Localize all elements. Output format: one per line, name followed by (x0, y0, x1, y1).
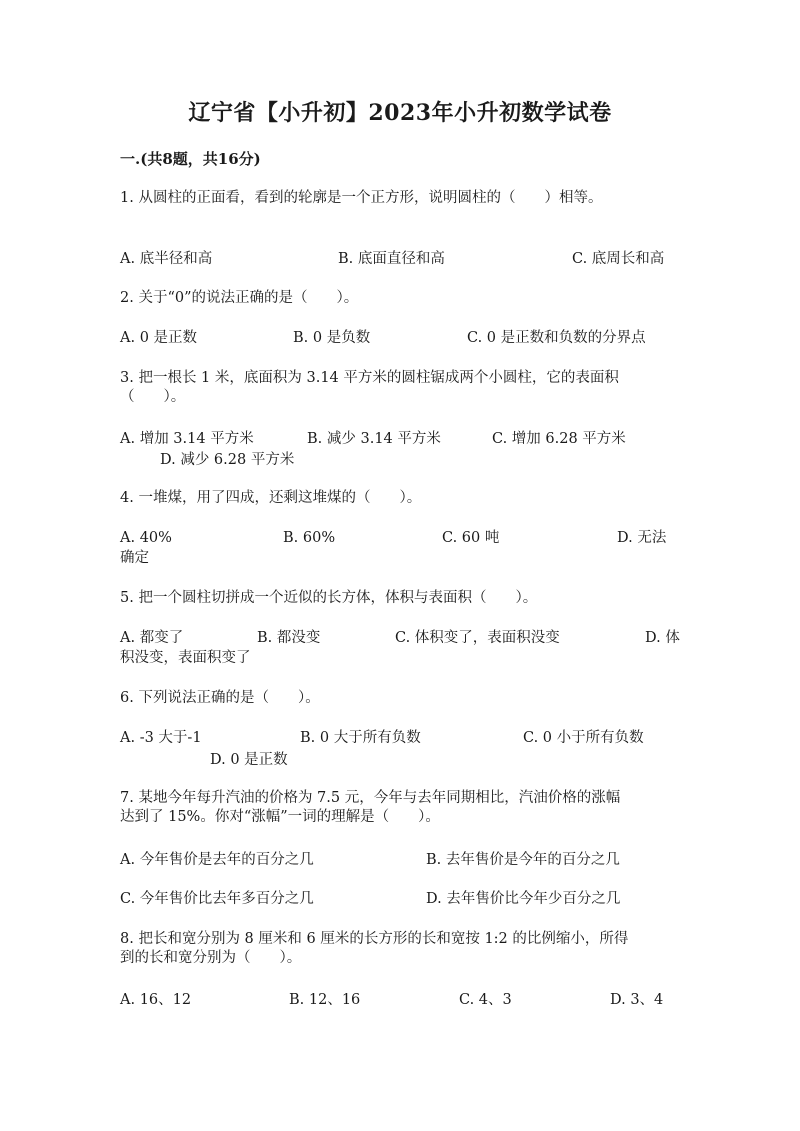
question-1-stem: 1. 从圆柱的正面看，看到的轮廓是一个正方形，说明圆柱的（ ）相等。 (120, 190, 603, 206)
question-1-option-a: A. 底半径和高 (120, 251, 213, 267)
question-4-option-d-cont: 确定 (120, 550, 149, 566)
question-3-option-d: D. 减少 6.28 平方米 (160, 452, 295, 468)
question-6-option-a: A. -3 大于-1 (120, 730, 202, 746)
question-2-option-b: B. 0 是负数 (293, 330, 371, 346)
question-8-stem-line-2: 到的长和宽分别为（ ）。 (120, 950, 302, 966)
question-8-option-a: A. 16、12 (120, 992, 192, 1008)
question-7-stem-line-2: 达到了 15%。你对“涨幅”一词的理解是（ ）。 (120, 809, 440, 825)
question-2-stem: 2. 关于“0”的说法正确的是（ ）。 (120, 290, 359, 306)
question-5-stem: 5. 把一个圆柱切拼成一个近似的长方体，体积与表面积（ ）。 (120, 590, 538, 606)
question-5-option-d-cont: 积没变，表面积变了 (120, 650, 251, 666)
question-4-option-a: A. 40% (120, 530, 172, 546)
question-6-option-b: B. 0 大于所有负数 (300, 730, 421, 746)
question-3-stem-line-1: 3. 把一根长 1 米，底面积为 3.14 平方米的圆柱锯成两个小圆柱，它的表面积 (120, 370, 619, 386)
question-7-option-b: B. 去年售价是今年的百分之几 (426, 852, 620, 868)
question-6-stem: 6. 下列说法正确的是（ ）。 (120, 690, 320, 706)
question-7-option-d: D. 去年售价比今年少百分之几 (426, 891, 621, 907)
question-2-option-c: C. 0 是正数和负数的分界点 (467, 330, 646, 346)
question-8-option-b: B. 12、16 (289, 992, 361, 1008)
question-8-stem-line-1: 8. 把长和宽分别为 8 厘米和 6 厘米的长方形的长和宽按 1:2 的比例缩小，所得 (120, 931, 629, 947)
question-4-stem: 4. 一堆煤，用了四成，还剩这堆煤的（ ）。 (120, 490, 422, 506)
question-7-stem-line-1: 7. 某地今年每升汽油的价格为 7.5 元，今年与去年同期相比，汽油价格的涨幅 (120, 790, 621, 806)
question-3-option-a: A. 增加 3.14 平方米 (120, 431, 254, 447)
question-8-option-c: C. 4、3 (459, 992, 512, 1008)
question-5-option-d: D. 体 (645, 630, 680, 646)
question-3-stem-line-2: （ ）。 (120, 389, 186, 405)
page-title: 辽宁省【小升初】2023年小升初数学试卷 (188, 100, 612, 126)
question-3-option-c: C. 增加 6.28 平方米 (492, 431, 626, 447)
question-3-option-b: B. 减少 3.14 平方米 (307, 431, 441, 447)
question-7-option-c: C. 今年售价比去年多百分之几 (120, 891, 314, 907)
question-8-option-d: D. 3、4 (610, 992, 664, 1008)
question-4-option-d: D. 无法 (617, 530, 667, 546)
question-4-option-c: C. 60 吨 (442, 530, 500, 546)
question-7-option-a: A. 今年售价是去年的百分之几 (120, 852, 314, 868)
question-5-option-b: B. 都没变 (257, 630, 321, 646)
question-2-option-a: A. 0 是正数 (120, 330, 198, 346)
question-5-option-c: C. 体积变了，表面积没变 (395, 630, 560, 646)
question-6-option-d: D. 0 是正数 (210, 752, 288, 768)
question-1-option-c: C. 底周长和高 (572, 251, 665, 267)
section-heading: 一.(共8题，共16分) (120, 150, 261, 168)
question-6-option-c: C. 0 小于所有负数 (523, 730, 644, 746)
question-4-option-b: B. 60% (283, 530, 336, 546)
question-5-option-a: A. 都变了 (120, 630, 184, 646)
question-1-option-b: B. 底面直径和高 (338, 251, 445, 267)
